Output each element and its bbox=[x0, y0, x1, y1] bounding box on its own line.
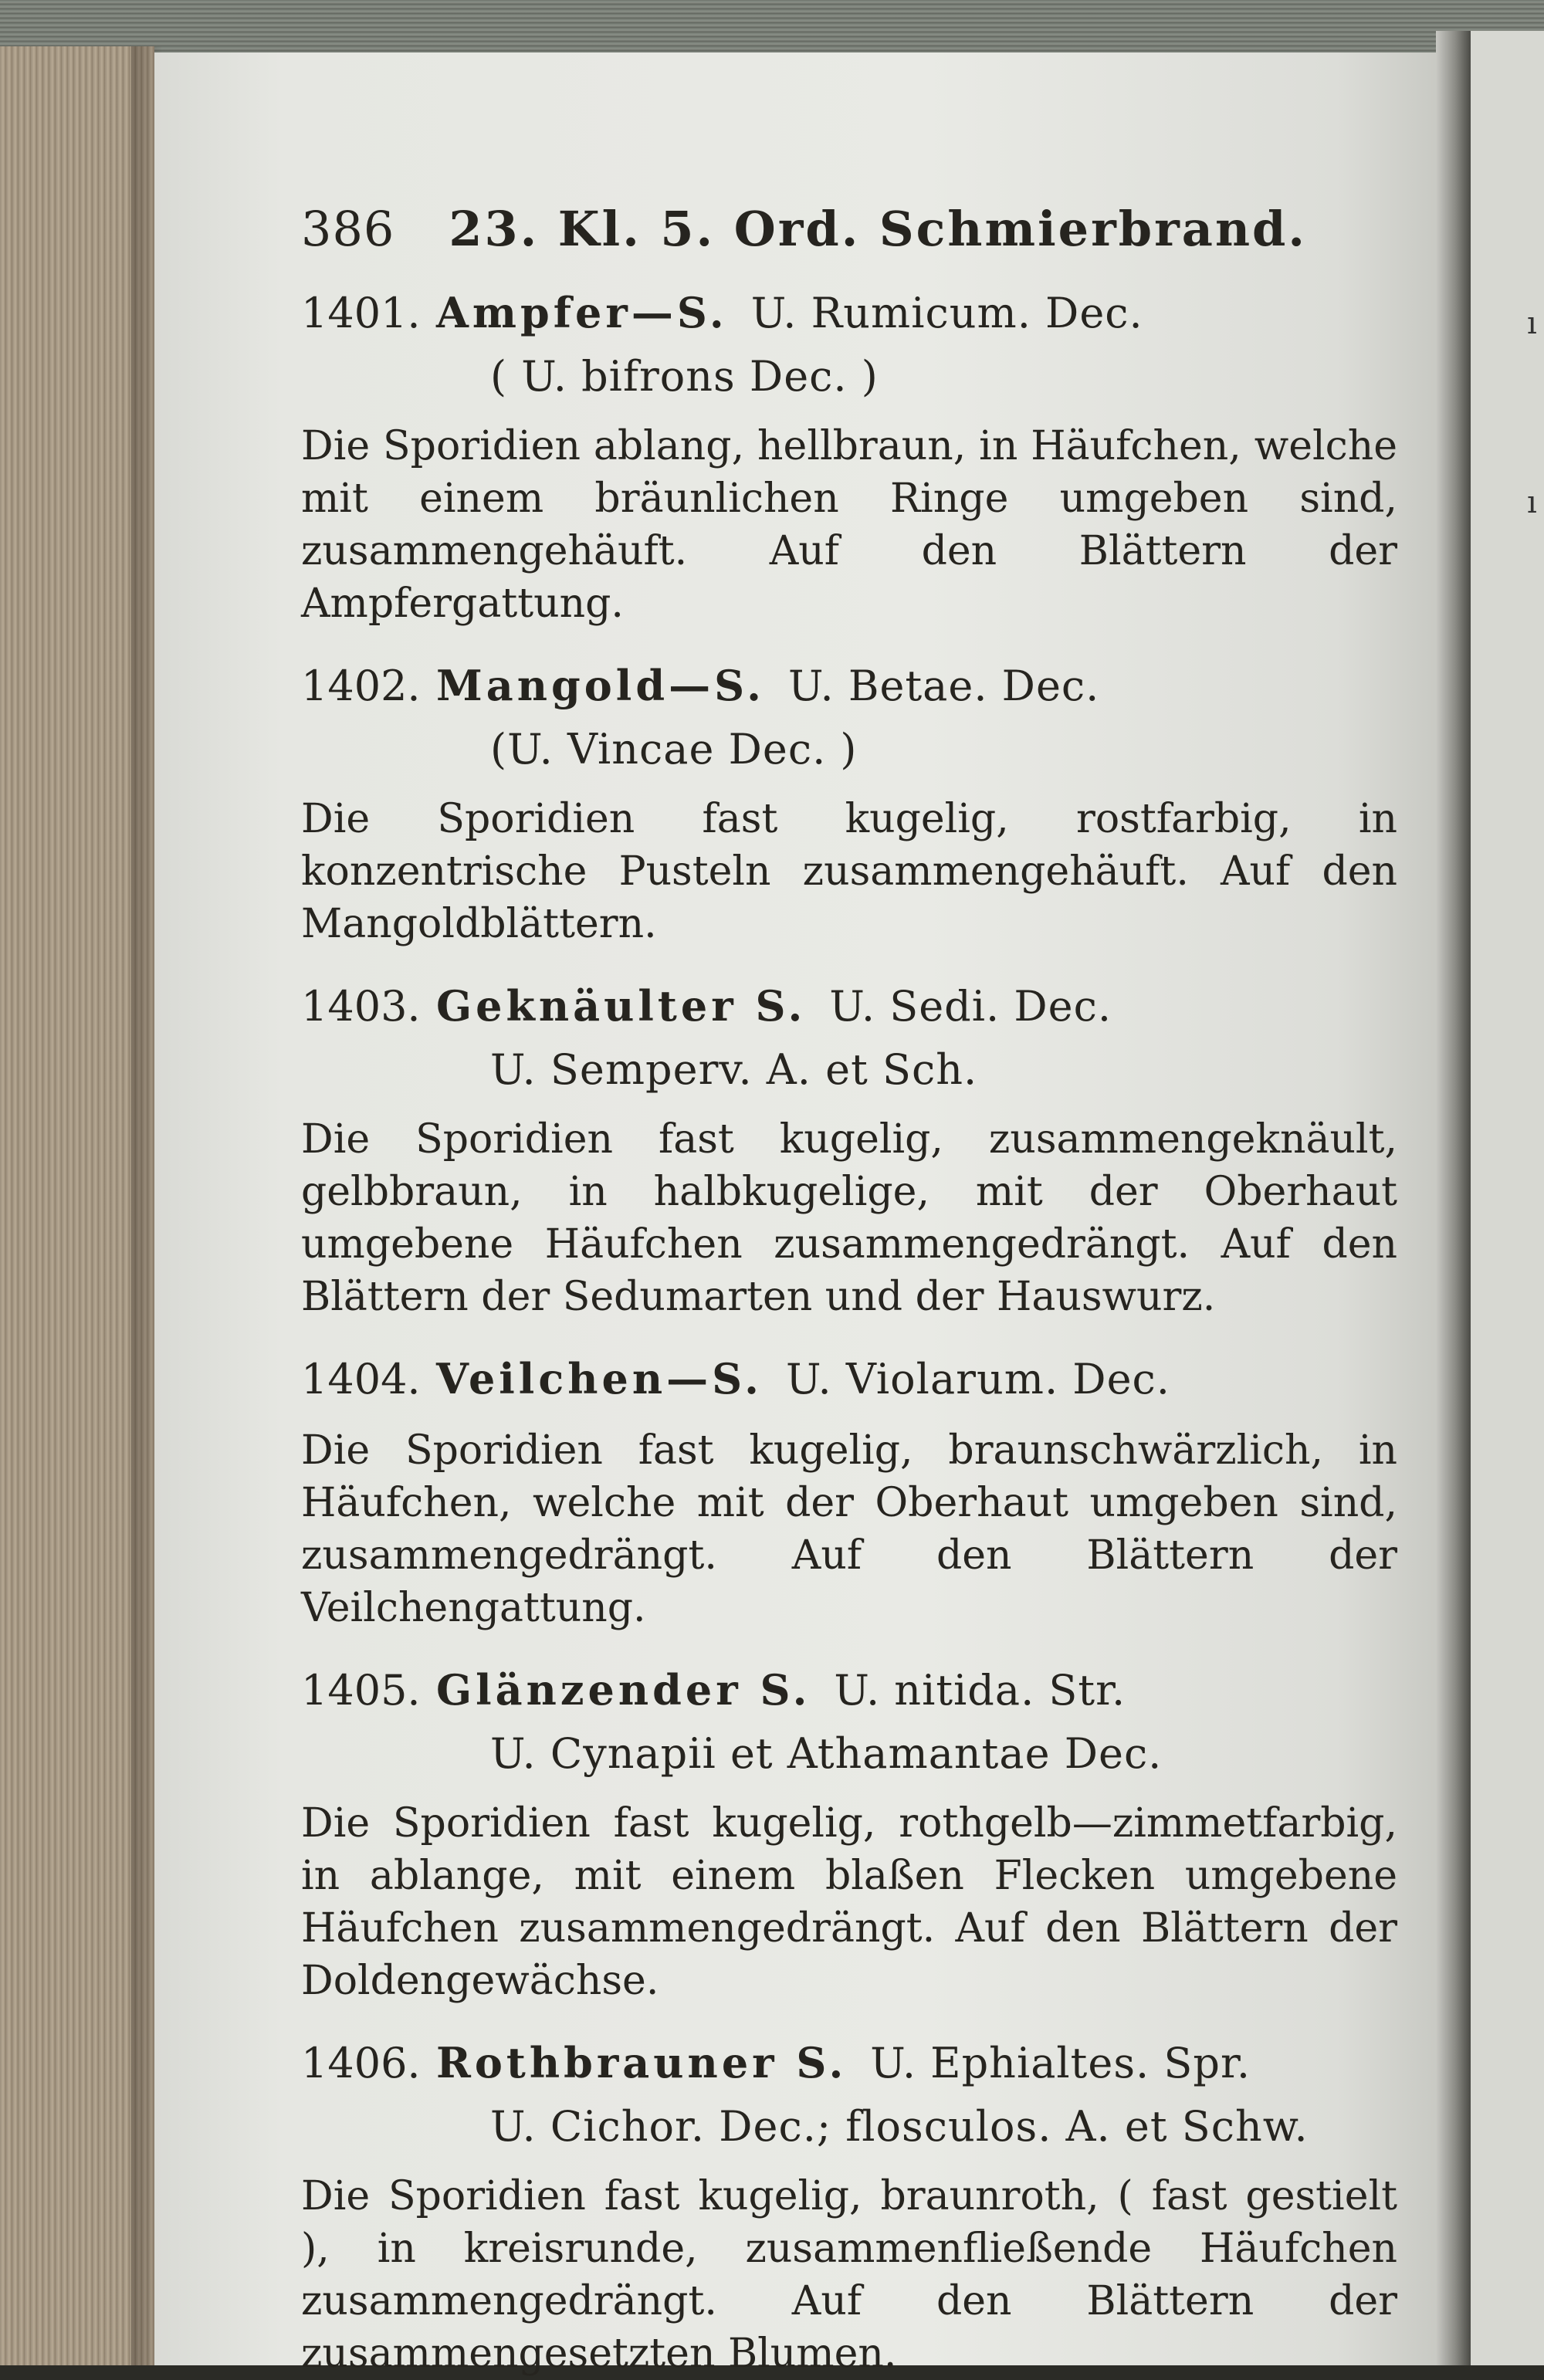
facing-page-text-fragments: ı ı bbox=[1527, 306, 1537, 520]
running-title: 23. Kl. 5. Ord. Schmierbrand. bbox=[449, 201, 1307, 257]
synonym: U. Semperv. A. et Sch. bbox=[490, 1045, 978, 1094]
latin-name: U. Betae. Dec. bbox=[787, 662, 1100, 710]
synonym: U. Cynapii et Athamantae Dec. bbox=[490, 1729, 1163, 1778]
entry-description: Die Sporidien fast kugelig, braunschwärzlich, in Häufchen, welche mit der Oberhaut umgeben sind, zusammengedrängt. Auf den Blättern der Veilchengattung. bbox=[301, 1427, 1397, 1631]
entry-heading bbox=[301, 973, 1397, 1039]
synonym: (U. Vincae Dec. ) bbox=[490, 725, 858, 774]
entry bbox=[301, 973, 1397, 1323]
species-name: Rothbrauner S. bbox=[436, 2038, 848, 2087]
entry-number: 1403. bbox=[301, 982, 421, 1031]
entry-description: Die Sporidien fast kugelig, braunroth, ( fast gestielt ), in kreisrunde, zusammenfließende Häufchen zusammengedrängt. Auf den Blättern der zusammengesetzten Blumen. bbox=[301, 2173, 1397, 2377]
page-header bbox=[301, 201, 1397, 257]
entry-description: Die Sporidien ablang, hellbraun, in Häufchen, welche mit einem bräunlichen Ringe umgeben sind, zusammengehäuft. Auf den Blättern der Ampfergattung. bbox=[301, 423, 1397, 627]
book-top-edge bbox=[0, 0, 1544, 54]
latin-name: U. Violarum. Dec. bbox=[785, 1355, 1170, 1403]
species-name: Veilchen—S. bbox=[436, 1354, 763, 1403]
species-name: Ampfer—S. bbox=[436, 288, 728, 337]
entry-number: 1406. bbox=[301, 2039, 421, 2087]
entry bbox=[301, 653, 1397, 950]
species-name: Glänzender S. bbox=[436, 1665, 811, 1715]
entry bbox=[301, 2030, 1397, 2380]
entry-heading bbox=[301, 280, 1397, 346]
synonym: U. Cichor. Dec.; flosculos. A. et Schw. bbox=[490, 2102, 1309, 2151]
latin-name: U. nitida. Str. bbox=[834, 1666, 1126, 1715]
entry-number: 1405. bbox=[301, 1666, 421, 1715]
latin-name: U. Ephialtes. Spr. bbox=[870, 2039, 1251, 2087]
entry-description: Die Sporidien fast kugelig, rostfarbig, in konzentrische Pusteln zusammengehäuft. Auf den Mangoldblättern. bbox=[301, 796, 1397, 947]
book-gutter bbox=[1436, 31, 1475, 2365]
entry-number: 1401. bbox=[301, 289, 421, 337]
species-name: Geknäulter S. bbox=[436, 981, 807, 1031]
entry bbox=[301, 1346, 1397, 1634]
entry-description: Die Sporidien fast kugelig, zusammengeknäult, gelbbraun, in halbkugelige, mit der Oberhaut umgebene Häufchen zusammengedrängt. Auf den Blättern der Sedumarten und der Hauswurz. bbox=[301, 1116, 1397, 1320]
page-content bbox=[301, 201, 1397, 2380]
entry-number: 1402. bbox=[301, 662, 421, 710]
synonym: ( U. bifrons Dec. ) bbox=[490, 352, 879, 401]
entry-description: Die Sporidien fast kugelig, rothgelb—zimmetfarbig, in ablange, mit einem blaßen Flecken umgebene Häufchen zusammengedrängt. Auf den Blättern der Doldengewächse. bbox=[301, 1800, 1397, 2004]
entry-heading bbox=[301, 1657, 1397, 1723]
entry-list bbox=[301, 280, 1397, 2380]
latin-name: U. Sedi. Dec. bbox=[829, 982, 1112, 1031]
entry-number: 1404. bbox=[301, 1355, 421, 1403]
entry-heading bbox=[301, 2030, 1397, 2096]
entry bbox=[301, 1657, 1397, 2007]
latin-name: U. Rumicum. Dec. bbox=[750, 289, 1143, 337]
entry-heading bbox=[301, 653, 1397, 719]
page-number: 386 bbox=[301, 201, 395, 257]
entry-heading bbox=[301, 1346, 1397, 1412]
entry bbox=[301, 280, 1397, 630]
species-name: Mangold—S. bbox=[436, 661, 765, 710]
